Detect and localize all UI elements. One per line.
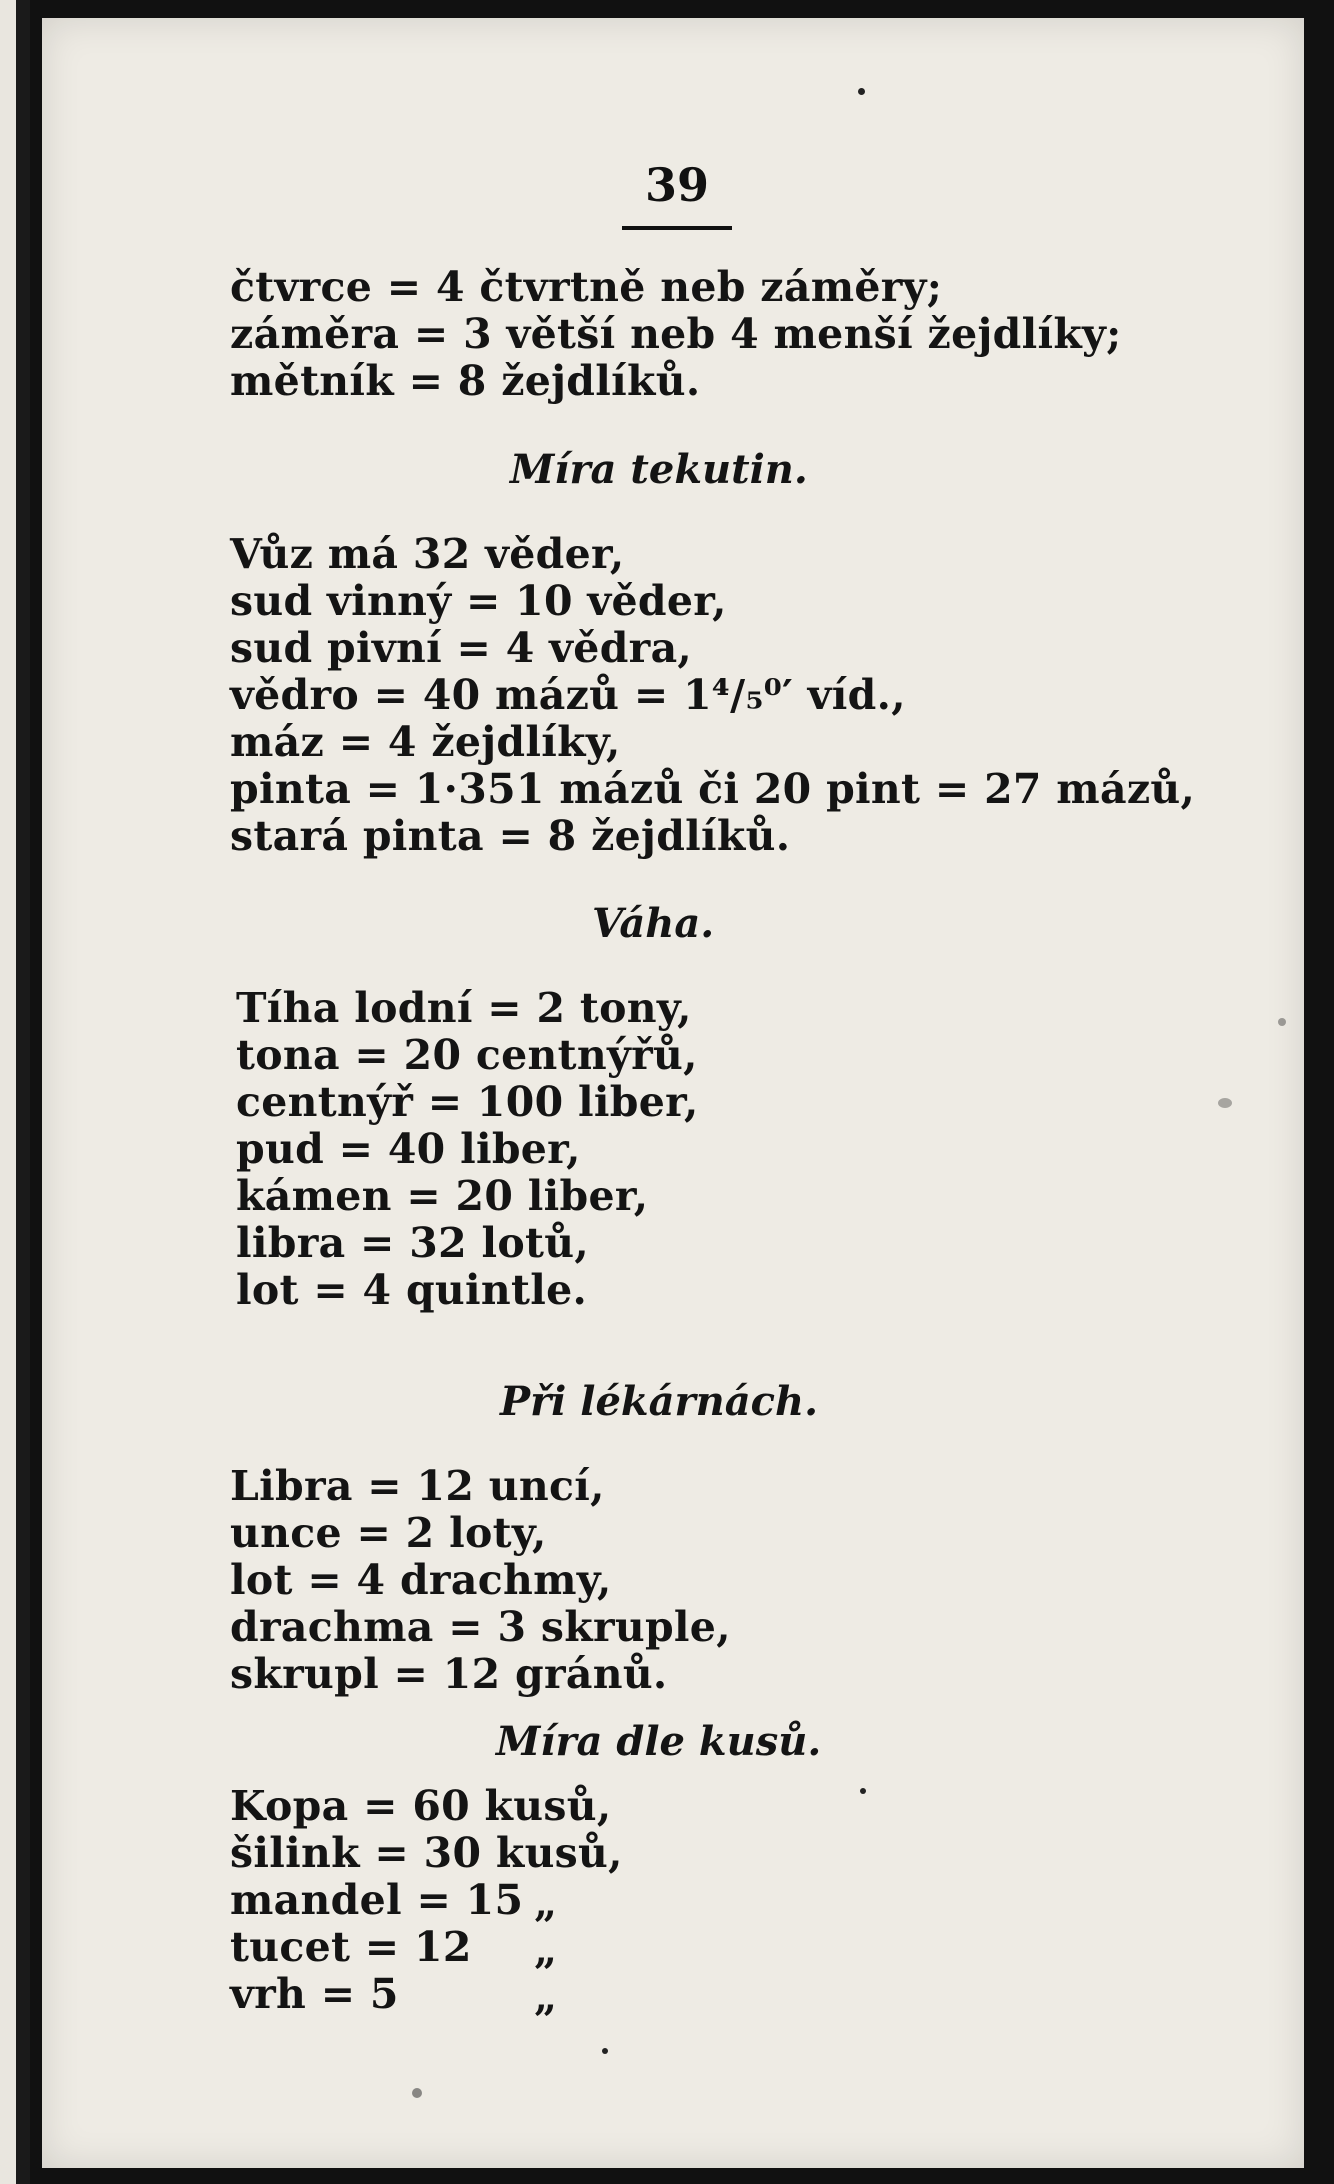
section-heading: Při lékárnách. [500, 1378, 818, 1425]
ditto-mark: „ [534, 1974, 558, 2021]
print-speck [602, 2048, 608, 2054]
text-line: mětník = 8 žejdlíků. [230, 357, 701, 405]
text-line: pinta = 1·351 mázů či 20 pint = 27 mázů, [230, 765, 1196, 813]
section-heading: Váha. [592, 900, 715, 947]
print-speck [858, 88, 865, 95]
text-line: tona = 20 centnýřů, [236, 1031, 698, 1079]
print-speck [860, 1788, 866, 1794]
text-line: záměra = 3 větší neb 4 menší žejdlíky; [230, 310, 1122, 358]
text-line: máz = 4 žejdlíky, [230, 718, 621, 766]
text-line: šilink = 30 kusů, [230, 1829, 623, 1877]
text-line: lot = 4 quintle. [236, 1266, 588, 1314]
page-number: 39 [644, 158, 709, 212]
text-line: tucet = 12 [230, 1923, 472, 1971]
text-line: sud pivní = 4 vědra, [230, 624, 693, 672]
text-line: skrupl = 12 gránů. [230, 1650, 668, 1698]
text-line: drachma = 3 skruple, [230, 1603, 731, 1651]
scan-edge [0, 0, 30, 2184]
text-line: pud = 40 liber, [236, 1125, 581, 1173]
text-line: kámen = 20 liber, [236, 1172, 649, 1220]
page-number-rule [622, 226, 732, 230]
print-speck [412, 2088, 422, 2098]
text-line: Kopa = 60 kusů, [230, 1782, 612, 1830]
section-heading: Míra dle kusů. [496, 1718, 822, 1765]
text-line: centnýř = 100 liber, [236, 1078, 699, 1126]
text-line: čtvrce = 4 čtvrtně neb záměry; [230, 263, 943, 311]
section-heading: Míra tekutin. [510, 446, 808, 493]
text-line: Vůz má 32 věder, [230, 530, 625, 578]
ditto-mark: „ [534, 1927, 558, 1974]
text-line: libra = 32 lotů, [236, 1219, 589, 1267]
text-line: unce = 2 loty, [230, 1509, 547, 1557]
text-line: lot = 4 drachmy, [230, 1556, 612, 1604]
print-speck [1278, 1018, 1286, 1026]
book-page [42, 18, 1304, 2168]
text-line: mandel = 15 [230, 1876, 524, 1924]
text-line: sud vinný = 10 věder, [230, 577, 727, 625]
text-line: Libra = 12 uncí, [230, 1462, 605, 1510]
text-line: vědro = 40 mázů = 1⁴/₅⁰′ víd., [230, 671, 906, 719]
print-speck [1218, 1098, 1232, 1108]
text-line: stará pinta = 8 žejdlíků. [230, 812, 791, 860]
ditto-mark: „ [534, 1880, 558, 1927]
text-line: Tíha lodní = 2 tony, [236, 984, 692, 1032]
text-line: vrh = 5 [230, 1970, 399, 2018]
